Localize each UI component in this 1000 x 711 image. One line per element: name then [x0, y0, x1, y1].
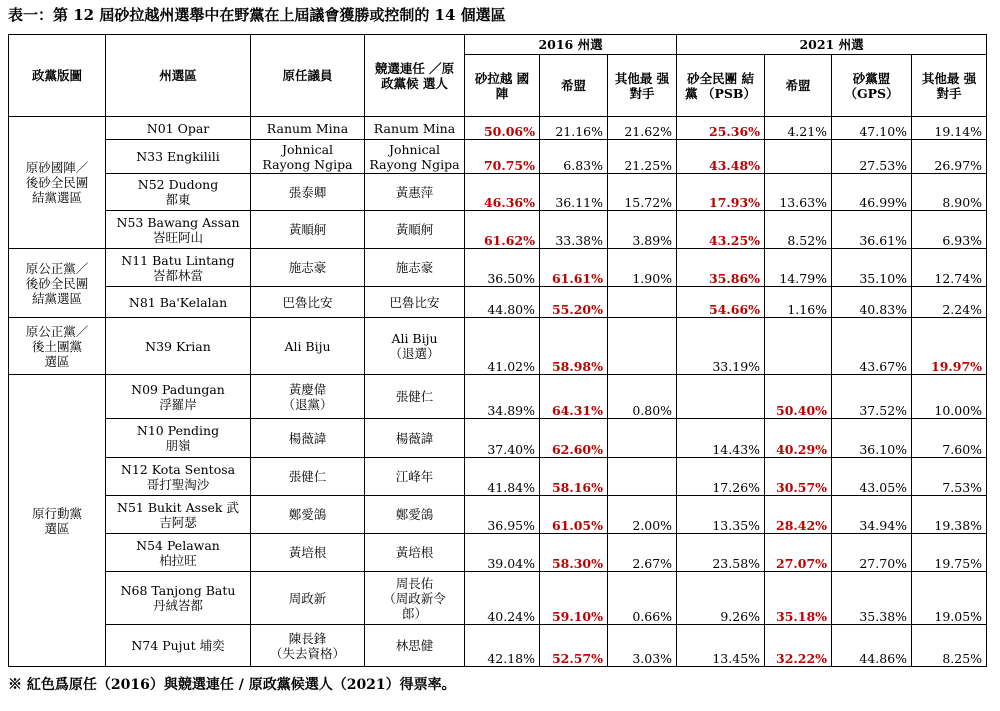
incumbent-cell: 陳長鋒 （失去資格） [251, 625, 365, 667]
psb-2021-cell: 13.35% [677, 496, 765, 534]
other-2021-cell: 19.05% [912, 572, 987, 625]
ph-2021-cell: 27.07% [765, 534, 832, 572]
bn-2016-cell: 34.89% [465, 375, 540, 419]
other-2016-cell: 0.80% [608, 375, 677, 419]
candidate-cell: Ranum Mina [365, 117, 465, 140]
table-row [9, 534, 987, 572]
header-2016: 2016 州選 [465, 35, 677, 55]
psb-2021-cell: 17.26% [677, 458, 765, 496]
seat-cell: N68 Tanjong Batu 丹絨峇都 [106, 572, 251, 625]
footnote: ※ 紅色爲原任（2016）與競選連任 / 原政黨候選人（2021）得票率。 [8, 677, 456, 693]
psb-2021-cell: 54.66% [677, 287, 765, 318]
header-other-2021: 其他最 强對手 [912, 55, 987, 117]
bn-2016-cell: 39.04% [465, 534, 540, 572]
psb-2021-cell: 43.25% [677, 211, 765, 249]
incumbent-cell: 周政新 [251, 572, 365, 625]
ph-2016-cell: 58.30% [540, 534, 608, 572]
table-row [9, 249, 987, 287]
candidate-cell: 張健仁 [365, 375, 465, 419]
other-2021-cell: 10.00% [912, 375, 987, 419]
seat-cell: N09 Padungan 浮羅岸 [106, 375, 251, 419]
gps-2021-cell: 43.05% [832, 458, 912, 496]
header-ph-2021: 希盟 [765, 55, 832, 117]
other-2016-cell: 21.25% [608, 140, 677, 174]
other-2021-cell: 26.97% [912, 140, 987, 174]
gps-2021-cell: 44.86% [832, 625, 912, 667]
incumbent-cell: 黃培根 [251, 534, 365, 572]
other-2016-cell: 0.66% [608, 572, 677, 625]
psb-2021-cell: 13.45% [677, 625, 765, 667]
ph-2021-cell: 1.16% [765, 287, 832, 318]
gps-2021-cell: 35.38% [832, 572, 912, 625]
ph-2021-cell: 30.57% [765, 458, 832, 496]
incumbent-cell: 巴魯比安 [251, 287, 365, 318]
seat-cell: N81 Ba'Kelalan [106, 287, 251, 318]
candidate-cell: 黃培根 [365, 534, 465, 572]
seat-cell: N01 Opar [106, 117, 251, 140]
psb-2021-cell: 17.93% [677, 174, 765, 211]
ph-2021-cell: 35.18% [765, 572, 832, 625]
ph-2016-cell: 6.83% [540, 140, 608, 174]
header-candidate: 競選連任 ／原政黨候 選人 [365, 35, 465, 117]
incumbent-cell: Ranum Mina [251, 117, 365, 140]
ph-2016-cell: 52.57% [540, 625, 608, 667]
bn-2016-cell: 36.95% [465, 496, 540, 534]
bn-2016-cell: 40.24% [465, 572, 540, 625]
incumbent-cell: 黃慶偉 （退黨） [251, 375, 365, 419]
region-cell: 原公正黨／ 後土團黨 選區 [9, 318, 106, 375]
ph-2016-cell: 59.10% [540, 572, 608, 625]
ph-2021-cell [765, 140, 832, 174]
gps-2021-cell: 37.52% [832, 375, 912, 419]
table-row [9, 625, 987, 667]
seat-cell: N11 Batu Lintang 峇都林當 [106, 249, 251, 287]
other-2016-cell [608, 287, 677, 318]
header-ph-2016: 希盟 [540, 55, 608, 117]
table-row [9, 375, 987, 419]
other-2021-cell: 7.60% [912, 419, 987, 458]
ph-2016-cell: 62.60% [540, 419, 608, 458]
gps-2021-cell: 46.99% [832, 174, 912, 211]
other-2016-cell: 15.72% [608, 174, 677, 211]
psb-2021-cell: 14.43% [677, 419, 765, 458]
other-2021-cell: 8.25% [912, 625, 987, 667]
candidate-cell: 鄭愛鴿 [365, 496, 465, 534]
seat-cell: N74 Pujut 埔奕 [106, 625, 251, 667]
seat-cell: N52 Dudong 都東 [106, 174, 251, 211]
ph-2016-cell: 21.16% [540, 117, 608, 140]
other-2021-cell: 19.14% [912, 117, 987, 140]
ph-2021-cell: 8.52% [765, 211, 832, 249]
bn-2016-cell: 44.80% [465, 287, 540, 318]
other-2021-cell: 2.24% [912, 287, 987, 318]
table-row [9, 572, 987, 625]
table-row [9, 458, 987, 496]
other-2021-cell: 12.74% [912, 249, 987, 287]
gps-2021-cell: 43.67% [832, 318, 912, 375]
candidate-cell: 施志豪 [365, 249, 465, 287]
psb-2021-cell: 25.36% [677, 117, 765, 140]
table-row [9, 496, 987, 534]
ph-2021-cell: 13.63% [765, 174, 832, 211]
header-psb: 砂全民團 結黨 （PSB） [677, 55, 765, 117]
other-2016-cell: 3.89% [608, 211, 677, 249]
bn-2016-cell: 50.06% [465, 117, 540, 140]
ph-2021-cell: 14.79% [765, 249, 832, 287]
header-incumbent: 原任議員 [251, 35, 365, 117]
header-seat: 州選區 [106, 35, 251, 117]
ph-2016-cell: 33.38% [540, 211, 608, 249]
ph-2021-cell: 4.21% [765, 117, 832, 140]
header-gps: 砂黨盟 （GPS） [832, 55, 912, 117]
gps-2021-cell: 40.83% [832, 287, 912, 318]
table-row [9, 140, 987, 174]
other-2016-cell [608, 458, 677, 496]
other-2021-cell: 19.38% [912, 496, 987, 534]
candidate-cell: 周長佑 （周政新令 郎） [365, 572, 465, 625]
other-2016-cell [608, 419, 677, 458]
table-row [9, 174, 987, 211]
psb-2021-cell: 33.19% [677, 318, 765, 375]
other-2021-cell: 6.93% [912, 211, 987, 249]
gps-2021-cell: 47.10% [832, 117, 912, 140]
ph-2021-cell: 28.42% [765, 496, 832, 534]
incumbent-cell: 張健仁 [251, 458, 365, 496]
incumbent-cell: Johnical Rayong Ngipa [251, 140, 365, 174]
candidate-cell: 巴魯比安 [365, 287, 465, 318]
psb-2021-cell [677, 375, 765, 419]
header-bn: 砂拉越 國陣 [465, 55, 540, 117]
bn-2016-cell: 61.62% [465, 211, 540, 249]
region-cell: 原行動黨 選區 [9, 375, 106, 667]
gps-2021-cell: 34.94% [832, 496, 912, 534]
seat-cell: N39 Krian [106, 318, 251, 375]
bn-2016-cell: 70.75% [465, 140, 540, 174]
bn-2016-cell: 41.02% [465, 318, 540, 375]
ph-2021-cell: 50.40% [765, 375, 832, 419]
psb-2021-cell: 43.48% [677, 140, 765, 174]
incumbent-cell: 楊薇諱 [251, 419, 365, 458]
seat-cell: N10 Pending 朋嶺 [106, 419, 251, 458]
header-region: 政黨版圖 [9, 35, 106, 117]
ph-2016-cell: 61.05% [540, 496, 608, 534]
seat-cell: N51 Bukit Assek 武 吉阿瑟 [106, 496, 251, 534]
header-2021: 2021 州選 [677, 35, 987, 55]
psb-2021-cell: 23.58% [677, 534, 765, 572]
ph-2016-cell: 36.11% [540, 174, 608, 211]
seat-cell: N53 Bawang Assan 峇旺阿山 [106, 211, 251, 249]
ph-2016-cell: 55.20% [540, 287, 608, 318]
ph-2016-cell: 58.16% [540, 458, 608, 496]
incumbent-cell: 鄭愛鴿 [251, 496, 365, 534]
ph-2021-cell [765, 318, 832, 375]
other-2016-cell [608, 318, 677, 375]
table-row [9, 318, 987, 375]
seat-cell: N54 Pelawan 柏拉旺 [106, 534, 251, 572]
candidate-cell: 林思健 [365, 625, 465, 667]
candidate-cell: 黃惠萍 [365, 174, 465, 211]
gps-2021-cell: 36.10% [832, 419, 912, 458]
ph-2021-cell: 40.29% [765, 419, 832, 458]
bn-2016-cell: 37.40% [465, 419, 540, 458]
other-2016-cell: 1.90% [608, 249, 677, 287]
psb-2021-cell: 9.26% [677, 572, 765, 625]
bn-2016-cell: 36.50% [465, 249, 540, 287]
gps-2021-cell: 27.53% [832, 140, 912, 174]
table-row [9, 419, 987, 458]
results-table [8, 34, 987, 667]
gps-2021-cell: 35.10% [832, 249, 912, 287]
seat-cell: N33 Engkilili [106, 140, 251, 174]
other-2021-cell: 19.97% [912, 318, 987, 375]
other-2021-cell: 19.75% [912, 534, 987, 572]
table-row [9, 211, 987, 249]
ph-2021-cell: 32.22% [765, 625, 832, 667]
candidate-cell: Johnical Rayong Ngipa [365, 140, 465, 174]
other-2016-cell: 3.03% [608, 625, 677, 667]
table-body [9, 117, 987, 667]
ph-2016-cell: 61.61% [540, 249, 608, 287]
candidate-cell: Ali Biju （退選） [365, 318, 465, 375]
other-2021-cell: 7.53% [912, 458, 987, 496]
candidate-cell: 楊薇諱 [365, 419, 465, 458]
header-other-2016: 其他最 强對手 [608, 55, 677, 117]
incumbent-cell: 黃順舸 [251, 211, 365, 249]
bn-2016-cell: 42.18% [465, 625, 540, 667]
region-cell: 原砂國陣／ 後砂全民團 結黨選區 [9, 117, 106, 249]
ph-2016-cell: 64.31% [540, 375, 608, 419]
psb-2021-cell: 35.86% [677, 249, 765, 287]
candidate-cell: 黃順舸 [365, 211, 465, 249]
incumbent-cell: 張泰卿 [251, 174, 365, 211]
bn-2016-cell: 46.36% [465, 174, 540, 211]
ph-2016-cell: 58.98% [540, 318, 608, 375]
other-2021-cell: 8.90% [912, 174, 987, 211]
incumbent-cell: 施志豪 [251, 249, 365, 287]
gps-2021-cell: 36.61% [832, 211, 912, 249]
table-row [9, 287, 987, 318]
other-2016-cell: 21.62% [608, 117, 677, 140]
candidate-cell: 江峰年 [365, 458, 465, 496]
page-title: 表一：第 12 屆砂拉越州選舉中在野黨在上屆議會獲勝或控制的 14 個選區 [8, 6, 506, 24]
other-2016-cell: 2.67% [608, 534, 677, 572]
bn-2016-cell: 41.84% [465, 458, 540, 496]
gps-2021-cell: 27.70% [832, 534, 912, 572]
region-cell: 原公正黨／ 後砂全民團 結黨選區 [9, 249, 106, 318]
table-row [9, 117, 987, 140]
incumbent-cell: Ali Biju [251, 318, 365, 375]
seat-cell: N12 Kota Sentosa 哥打聖淘沙 [106, 458, 251, 496]
other-2016-cell: 2.00% [608, 496, 677, 534]
